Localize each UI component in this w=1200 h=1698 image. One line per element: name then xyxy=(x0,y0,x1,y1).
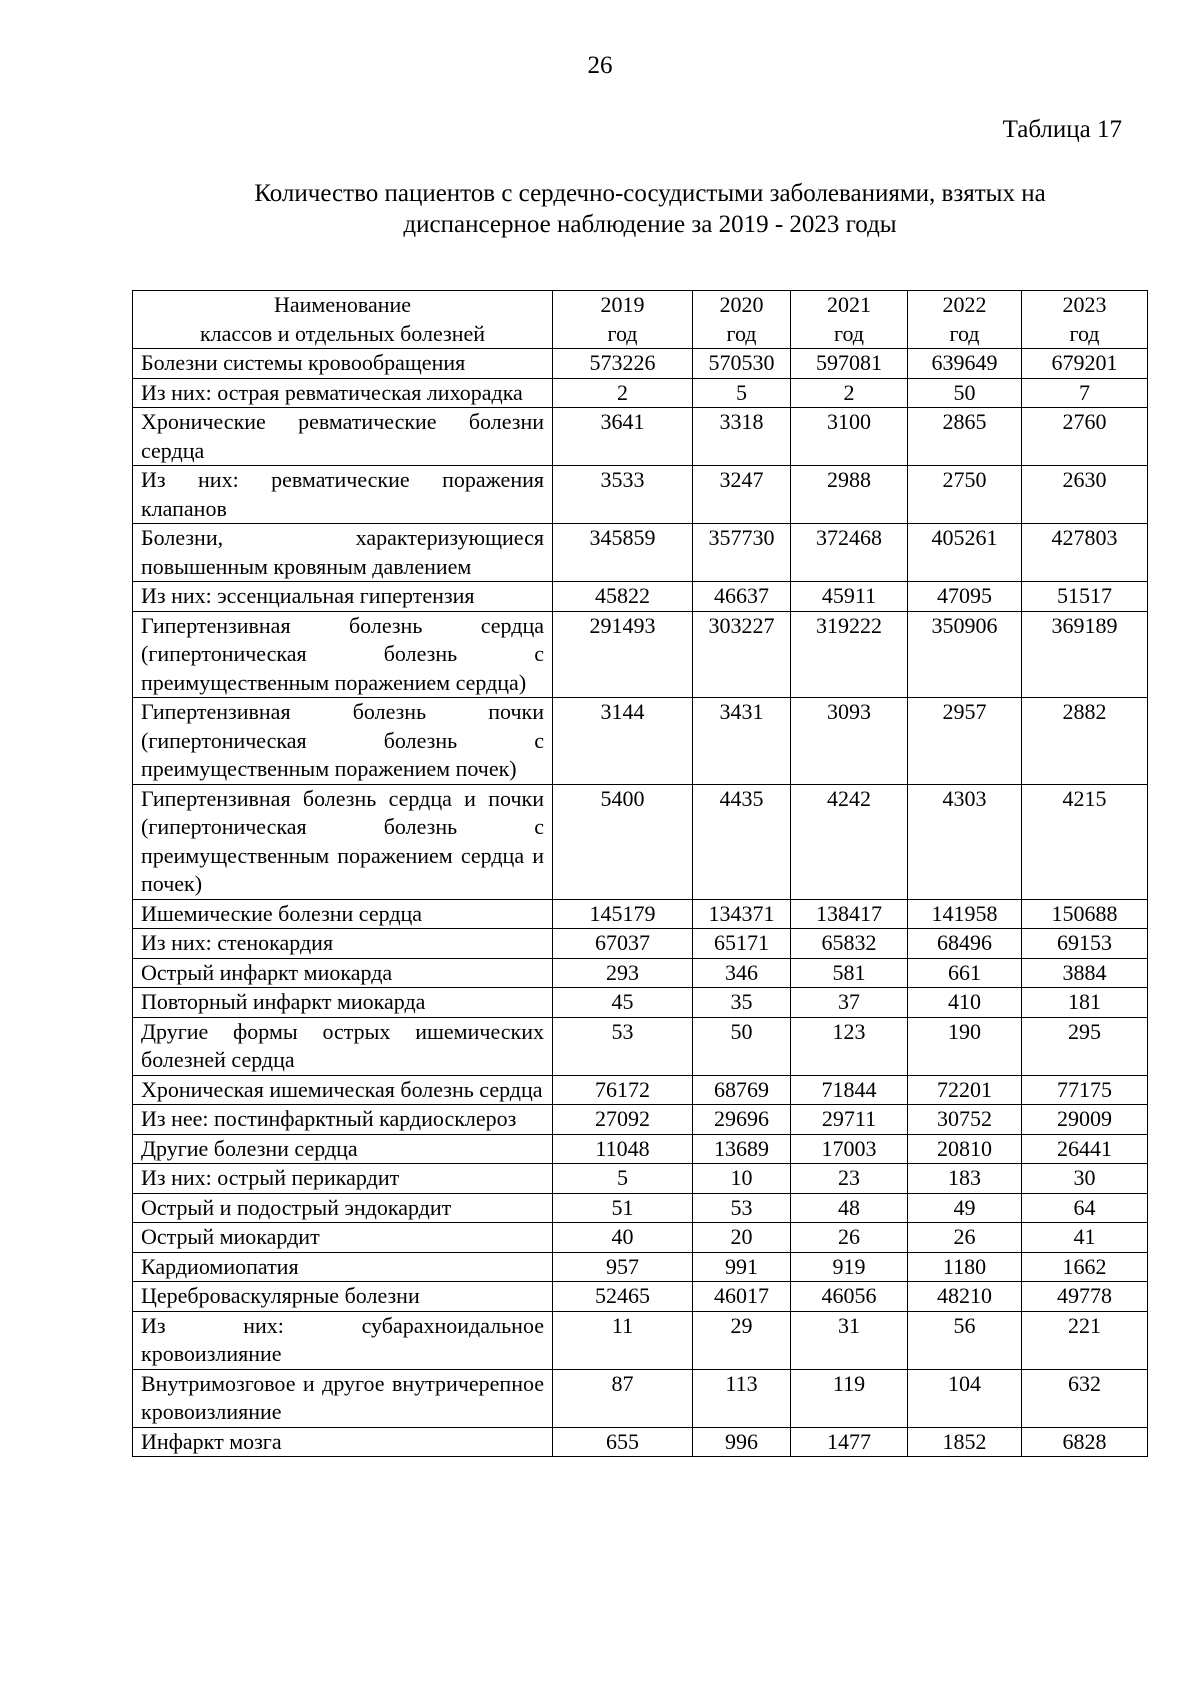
header-year: 2022 xyxy=(942,292,987,317)
title-line: диспансерное наблюдение за 2019 - 2023 годы xyxy=(403,211,897,238)
value-cell: 3247 xyxy=(693,466,791,524)
value-cell: 49 xyxy=(908,1193,1022,1223)
table-label: Таблица 17 xyxy=(1002,116,1122,143)
value-cell: 45 xyxy=(553,988,693,1018)
value-cell: 45911 xyxy=(791,582,908,612)
value-cell: 56 xyxy=(908,1311,1022,1369)
value-cell: 113 xyxy=(693,1369,791,1427)
value-cell: 77175 xyxy=(1022,1075,1148,1105)
value-cell: 661 xyxy=(908,958,1022,988)
value-cell: 632 xyxy=(1022,1369,1148,1427)
value-cell: 48 xyxy=(791,1193,908,1223)
value-cell: 2882 xyxy=(1022,698,1148,785)
table-row xyxy=(133,1282,1148,1312)
value-cell: 1180 xyxy=(908,1252,1022,1282)
table-row xyxy=(133,698,1148,785)
value-cell: 291493 xyxy=(553,611,693,698)
value-cell: 123 xyxy=(791,1017,908,1075)
table-title xyxy=(140,178,1160,240)
value-cell: 68769 xyxy=(693,1075,791,1105)
value-cell: 3641 xyxy=(553,408,693,466)
value-cell: 35 xyxy=(693,988,791,1018)
header-year-cell xyxy=(553,291,693,349)
value-cell: 4435 xyxy=(693,784,791,899)
value-cell: 919 xyxy=(791,1252,908,1282)
value-cell: 46637 xyxy=(693,582,791,612)
table-row xyxy=(133,1075,1148,1105)
value-cell: 573226 xyxy=(553,349,693,379)
value-cell: 4215 xyxy=(1022,784,1148,899)
value-cell: 350906 xyxy=(908,611,1022,698)
row-name-cell: Гипертензивная болезнь сердца и почки (гипертоническая болезнь с преимущественным поражением сердца и почек) xyxy=(133,784,553,899)
header-year: 2023 xyxy=(1062,292,1107,317)
value-cell: 13689 xyxy=(693,1134,791,1164)
value-cell: 2988 xyxy=(791,466,908,524)
row-name-cell: Болезни, характеризующиеся повышенным кровяным давлением xyxy=(133,524,553,582)
value-cell: 2 xyxy=(553,378,693,408)
value-cell: 41 xyxy=(1022,1223,1148,1253)
value-cell: 46017 xyxy=(693,1282,791,1312)
value-cell: 30752 xyxy=(908,1105,1022,1135)
header-name-line: Наименование xyxy=(273,292,412,317)
row-name-cell: Из них: ревматические поражения клапанов xyxy=(133,466,553,524)
value-cell: 1662 xyxy=(1022,1252,1148,1282)
value-cell: 3318 xyxy=(693,408,791,466)
value-cell: 427803 xyxy=(1022,524,1148,582)
value-cell: 2957 xyxy=(908,698,1022,785)
value-cell: 47095 xyxy=(908,582,1022,612)
table-header-row xyxy=(133,291,1148,349)
value-cell: 11 xyxy=(553,1311,693,1369)
value-cell: 27092 xyxy=(553,1105,693,1135)
value-cell: 11048 xyxy=(553,1134,693,1164)
table-row xyxy=(133,1164,1148,1194)
table-row xyxy=(133,1134,1148,1164)
value-cell: 3431 xyxy=(693,698,791,785)
row-name-cell: Хроническая ишемическая болезнь сердца xyxy=(133,1075,553,1105)
table-row xyxy=(133,958,1148,988)
row-name-cell: Цереброваскулярные болезни xyxy=(133,1282,553,1312)
value-cell: 410 xyxy=(908,988,1022,1018)
value-cell: 29 xyxy=(693,1311,791,1369)
value-cell: 134371 xyxy=(693,899,791,929)
value-cell: 5 xyxy=(693,378,791,408)
value-cell: 64 xyxy=(1022,1193,1148,1223)
value-cell: 357730 xyxy=(693,524,791,582)
value-cell: 31 xyxy=(791,1311,908,1369)
row-name-cell: Хронические ревматические болезни сердца xyxy=(133,408,553,466)
value-cell: 295 xyxy=(1022,1017,1148,1075)
value-cell: 2750 xyxy=(908,466,1022,524)
table-body xyxy=(133,349,1148,1457)
value-cell: 957 xyxy=(553,1252,693,1282)
header-year-unit: год xyxy=(607,320,638,346)
value-cell: 69153 xyxy=(1022,929,1148,959)
value-cell: 145179 xyxy=(553,899,693,929)
value-cell: 71844 xyxy=(791,1075,908,1105)
row-name-cell: Из них: эссенциальная гипертензия xyxy=(133,582,553,612)
value-cell: 20810 xyxy=(908,1134,1022,1164)
value-cell: 2 xyxy=(791,378,908,408)
value-cell: 369189 xyxy=(1022,611,1148,698)
value-cell: 29711 xyxy=(791,1105,908,1135)
value-cell: 53 xyxy=(553,1017,693,1075)
value-cell: 7 xyxy=(1022,378,1148,408)
row-name-cell: Повторный инфаркт миокарда xyxy=(133,988,553,1018)
value-cell: 46056 xyxy=(791,1282,908,1312)
value-cell: 5 xyxy=(553,1164,693,1194)
value-cell: 45822 xyxy=(553,582,693,612)
value-cell: 150688 xyxy=(1022,899,1148,929)
header-year-cell xyxy=(1022,291,1148,349)
row-name-cell: Внутримозговое и другое внутричерепное кровоизлияние xyxy=(133,1369,553,1427)
value-cell: 4303 xyxy=(908,784,1022,899)
table-row xyxy=(133,582,1148,612)
row-name-cell: Болезни системы кровообращения xyxy=(133,349,553,379)
table-row xyxy=(133,611,1148,698)
header-year-unit: год xyxy=(726,320,757,346)
row-name-cell: Гипертензивная болезнь почки (гипертоническая болезнь с преимущественным поражением почек) xyxy=(133,698,553,785)
value-cell: 293 xyxy=(553,958,693,988)
row-name-cell: Другие формы острых ишемических болезней сердца xyxy=(133,1017,553,1075)
table-row xyxy=(133,1105,1148,1135)
table-row xyxy=(133,524,1148,582)
header-year-cell xyxy=(791,291,908,349)
row-name-cell: Острый миокардит xyxy=(133,1223,553,1253)
title-line: Количество пациентов с сердечно-сосудистыми заболеваниями, взятых на xyxy=(254,180,1046,207)
statistics-table xyxy=(132,290,1148,1457)
value-cell: 26 xyxy=(791,1223,908,1253)
table-row xyxy=(133,1369,1148,1427)
value-cell: 1852 xyxy=(908,1427,1022,1457)
table-row xyxy=(133,784,1148,899)
value-cell: 65171 xyxy=(693,929,791,959)
value-cell: 65832 xyxy=(791,929,908,959)
value-cell: 48210 xyxy=(908,1282,1022,1312)
value-cell: 141958 xyxy=(908,899,1022,929)
value-cell: 345859 xyxy=(553,524,693,582)
table-row xyxy=(133,988,1148,1018)
page-number: 26 xyxy=(587,52,613,79)
value-cell: 49778 xyxy=(1022,1282,1148,1312)
value-cell: 4242 xyxy=(791,784,908,899)
row-name-cell: Острый инфаркт миокарда xyxy=(133,958,553,988)
value-cell: 50 xyxy=(908,378,1022,408)
value-cell: 52465 xyxy=(553,1282,693,1312)
value-cell: 570530 xyxy=(693,349,791,379)
value-cell: 597081 xyxy=(791,349,908,379)
value-cell: 68496 xyxy=(908,929,1022,959)
value-cell: 346 xyxy=(693,958,791,988)
value-cell: 1477 xyxy=(791,1427,908,1457)
value-cell: 53 xyxy=(693,1193,791,1223)
value-cell: 23 xyxy=(791,1164,908,1194)
header-year: 2021 xyxy=(827,292,871,317)
header-name-cell xyxy=(133,291,553,349)
value-cell: 72201 xyxy=(908,1075,1022,1105)
value-cell: 67037 xyxy=(553,929,693,959)
value-cell: 29009 xyxy=(1022,1105,1148,1135)
header-year-unit: год xyxy=(949,320,980,346)
value-cell: 138417 xyxy=(791,899,908,929)
table-row xyxy=(133,378,1148,408)
value-cell: 51 xyxy=(553,1193,693,1223)
value-cell: 5400 xyxy=(553,784,693,899)
header-year-unit: год xyxy=(1069,320,1100,346)
value-cell: 2630 xyxy=(1022,466,1148,524)
table-row xyxy=(133,408,1148,466)
value-cell: 26441 xyxy=(1022,1134,1148,1164)
value-cell: 190 xyxy=(908,1017,1022,1075)
value-cell: 3144 xyxy=(553,698,693,785)
row-name-cell: Острый и подострый эндокардит xyxy=(133,1193,553,1223)
table-row xyxy=(133,899,1148,929)
value-cell: 2760 xyxy=(1022,408,1148,466)
value-cell: 221 xyxy=(1022,1311,1148,1369)
value-cell: 76172 xyxy=(553,1075,693,1105)
table-row xyxy=(133,349,1148,379)
row-name-cell: Ишемические болезни сердца xyxy=(133,899,553,929)
value-cell: 319222 xyxy=(791,611,908,698)
value-cell: 2865 xyxy=(908,408,1022,466)
value-cell: 17003 xyxy=(791,1134,908,1164)
row-name-cell: Гипертензивная болезнь сердца (гипертоническая болезнь с преимущественным поражением сердца) xyxy=(133,611,553,698)
value-cell: 183 xyxy=(908,1164,1022,1194)
row-name-cell: Из нее: постинфарктный кардиосклероз xyxy=(133,1105,553,1135)
value-cell: 20 xyxy=(693,1223,791,1253)
header-year-cell xyxy=(908,291,1022,349)
header-year-cell xyxy=(693,291,791,349)
table-row xyxy=(133,1017,1148,1075)
value-cell: 655 xyxy=(553,1427,693,1457)
value-cell: 30 xyxy=(1022,1164,1148,1194)
table-row xyxy=(133,1427,1148,1457)
value-cell: 991 xyxy=(693,1252,791,1282)
value-cell: 104 xyxy=(908,1369,1022,1427)
value-cell: 3100 xyxy=(791,408,908,466)
header-year-unit: год xyxy=(833,320,865,346)
value-cell: 181 xyxy=(1022,988,1148,1018)
value-cell: 303227 xyxy=(693,611,791,698)
value-cell: 26 xyxy=(908,1223,1022,1253)
row-name-cell: Из них: острый перикардит xyxy=(133,1164,553,1194)
value-cell: 405261 xyxy=(908,524,1022,582)
table-row xyxy=(133,1223,1148,1253)
value-cell: 372468 xyxy=(791,524,908,582)
row-name-cell: Кардиомиопатия xyxy=(133,1252,553,1282)
row-name-cell: Из них: стенокардия xyxy=(133,929,553,959)
value-cell: 29696 xyxy=(693,1105,791,1135)
table-row xyxy=(133,466,1148,524)
table-row xyxy=(133,1252,1148,1282)
value-cell: 119 xyxy=(791,1369,908,1427)
table-row xyxy=(133,929,1148,959)
row-name-cell: Из них: субарахноидальное кровоизлияние xyxy=(133,1311,553,1369)
table-row xyxy=(133,1311,1148,1369)
value-cell: 40 xyxy=(553,1223,693,1253)
table-row xyxy=(133,1193,1148,1223)
row-name-cell: Из них: острая ревматическая лихорадка xyxy=(133,378,553,408)
value-cell: 996 xyxy=(693,1427,791,1457)
value-cell: 3093 xyxy=(791,698,908,785)
row-name-cell: Инфаркт мозга xyxy=(133,1427,553,1457)
value-cell: 3533 xyxy=(553,466,693,524)
value-cell: 87 xyxy=(553,1369,693,1427)
value-cell: 50 xyxy=(693,1017,791,1075)
value-cell: 37 xyxy=(791,988,908,1018)
header-year: 2019 xyxy=(600,292,645,317)
value-cell: 3884 xyxy=(1022,958,1148,988)
value-cell: 581 xyxy=(791,958,908,988)
value-cell: 10 xyxy=(693,1164,791,1194)
value-cell: 6828 xyxy=(1022,1427,1148,1457)
value-cell: 639649 xyxy=(908,349,1022,379)
value-cell: 679201 xyxy=(1022,349,1148,379)
header-year: 2020 xyxy=(719,292,764,317)
value-cell: 51517 xyxy=(1022,582,1148,612)
row-name-cell: Другие болезни сердца xyxy=(133,1134,553,1164)
header-name-line: классов и отдельных болезней xyxy=(199,320,486,346)
